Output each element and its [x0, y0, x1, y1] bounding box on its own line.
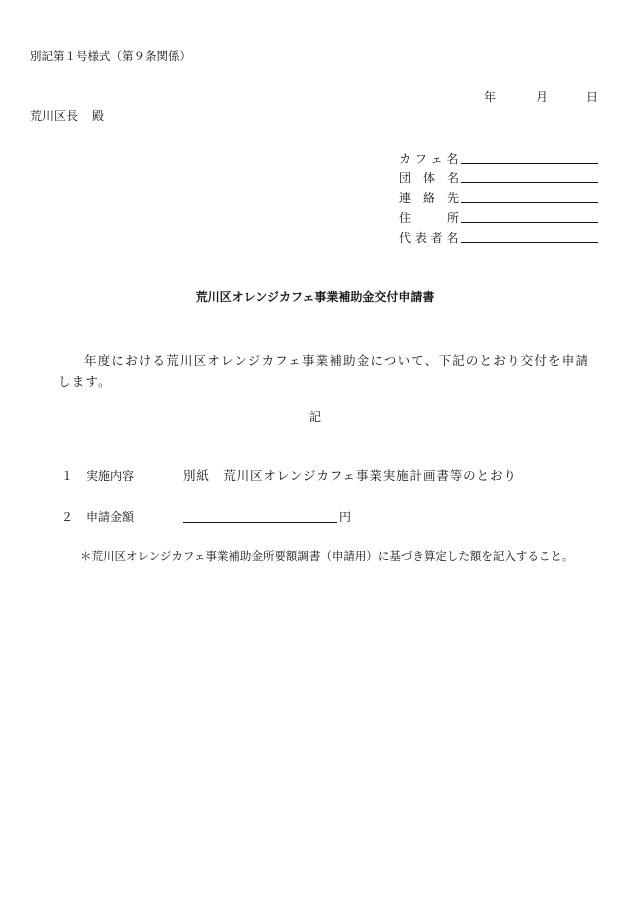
date-year-label: 年 [484, 90, 497, 104]
amount-input-line[interactable] [183, 522, 337, 523]
representative-field[interactable] [399, 227, 598, 243]
item-1-label: 実施内容 [86, 469, 135, 483]
ki-heading: 記 [308, 410, 321, 424]
address-field[interactable] [399, 207, 598, 223]
date-month-label: 月 [536, 90, 549, 104]
representative-label: 代 表 者 名 [399, 231, 459, 245]
addressee-honorific: 殿 [92, 109, 105, 123]
organization-name-field[interactable] [399, 167, 598, 183]
contact-line [461, 202, 598, 203]
date-day-label: 日 [586, 90, 599, 104]
item-2-label: 申請金額 [86, 510, 135, 524]
address-line [461, 222, 598, 223]
contact-label: 連 絡 先 [399, 191, 460, 205]
instruction-note: ＊荒川区オレンジカフェ事業補助金所要額調書（申請用）に基づき算定した額を記入すること。 [80, 549, 574, 563]
application-statement: 年度における荒川区オレンジカフェ事業補助金について、下記のとおり交付を申請します。 [58, 353, 590, 389]
representative-line [461, 242, 598, 243]
organization-name-line [461, 182, 598, 183]
form-reference: 別記第１号様式（第９条関係） [30, 49, 191, 63]
cafe-name-field[interactable] [399, 148, 598, 164]
item-1-value: 別紙 荒川区オレンジカフェ事業実施計画書等のとおり [183, 468, 517, 483]
document-title: 荒川区オレンジカフェ事業補助金交付申請書 [195, 290, 435, 304]
cafe-name-label: カ フ ェ 名 [399, 152, 459, 166]
addressee [30, 110, 104, 122]
addressee-name: 荒川区長 [30, 109, 79, 123]
item-1-number: １ [61, 469, 74, 483]
address-label: 住 所 [399, 211, 460, 225]
item-2-number: ２ [61, 510, 74, 524]
cafe-name-line [461, 163, 598, 164]
organization-name-label: 団 体 名 [399, 171, 460, 185]
yen-unit: 円 [339, 510, 352, 524]
contact-field[interactable] [399, 187, 598, 203]
